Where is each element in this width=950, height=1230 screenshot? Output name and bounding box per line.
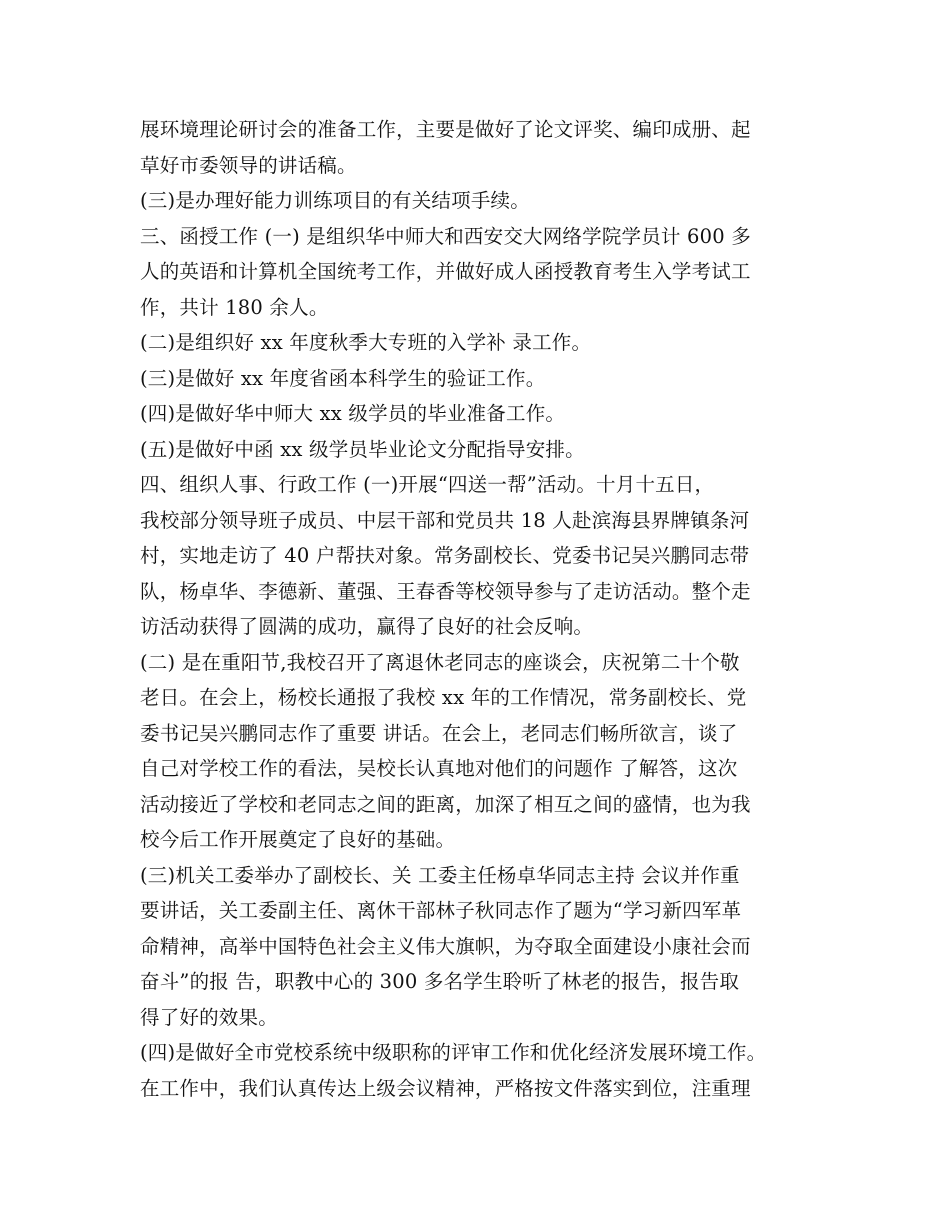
text-line: 作，共计 180 余人。 xyxy=(140,295,329,319)
text-line: 得了好的效果。 xyxy=(140,1005,278,1029)
text-line: 访活动获得了圆满的成功，赢得了良好的社会反响。 xyxy=(140,615,594,638)
text-line: 草好市委领导的讲话稿。 xyxy=(140,153,357,177)
document-body xyxy=(140,112,830,1106)
text-line: 活动接近了学校和老同志之间的距离，加深了相互之间的盛情，也为我 xyxy=(140,792,751,816)
text-line: 村，实地走访了 40 户帮扶对象。常务副校长、党委书记吴兴鹏同志带 xyxy=(140,544,750,567)
text-line: 展环境理论研讨会的准备工作，主要是做好了论文评奖、编印成册、起 xyxy=(140,118,751,141)
text-line: 人的英语和计算机全国统考工作，并做好成人函授教育考生入学考试工 xyxy=(140,260,751,283)
text-line: (三)机关工委举办了副校长、关 工委主任杨卓华同志主持 会议并作重 xyxy=(140,863,740,887)
text-line: (三)是办理好能力训练项目的有关结项手续。 xyxy=(140,189,530,212)
text-line: (五)是做好中函 xx 级学员毕业论文分配指导安排。 xyxy=(140,437,585,461)
text-line: (二)是组织好 xx 年度秋季大专班的入学补 录工作。 xyxy=(140,331,592,354)
text-line: 自己对学校工作的看法，吴校长认真地对他们的问题作 了解答，这次 xyxy=(140,757,738,780)
text-line: 要讲话，关工委副主任、离休干部林子秋同志作了题为“学习新四军革 xyxy=(140,899,742,922)
text-line: 三、函授工作 (一) 是组织华中师大和西安交大网络学院学员计 600 多 xyxy=(140,224,751,248)
text-line: (二) 是在重阳节,我校召开了离退休老同志的座谈会，庆祝第二十个敬 xyxy=(140,650,740,674)
text-line: 我校部分领导班子成员、中层干部和党员共 18 人赴滨海县界牌镇条河 xyxy=(140,508,750,532)
text-line: 校今后工作开展奠定了良好的基础。 xyxy=(140,828,456,851)
text-line: 奋斗”的报 告，职教中心的 300 多名学生聆听了林老的报告，报告取 xyxy=(140,970,740,993)
text-line: 在工作中，我们认真传达上级会议精神，严格按文件落实到位，注重理 xyxy=(140,1076,751,1100)
text-line: 老日。在会上，杨校长通报了我校 xx 年的工作情况，常务副校长、党 xyxy=(140,686,747,709)
text-line: (四)是做好华中师大 xx 级学员的毕业准备工作。 xyxy=(140,402,566,425)
text-line: 委书记吴兴鹏同志作了重要 讲话。在会上，老同志们畅所欲言，谈了 xyxy=(140,721,738,745)
text-line: (三)是做好 xx 年度省函本科学生的验证工作。 xyxy=(140,366,546,390)
text-line: 队，杨卓华、李德新、董强、王春香等校领导参与了走访活动。整个走 xyxy=(140,579,751,603)
text-line: 命精神，高举中国特色社会主义伟大旗帜，为夺取全面建设小康社会而 xyxy=(140,934,751,958)
text-line: (四)是做好全市党校系统中级职称的评审工作和优化经济发展环境工作。 xyxy=(140,1041,767,1064)
text-line: 四、组织人事、行政工作 (一)开展“四送一帮”活动。十月十五日， xyxy=(140,473,715,496)
